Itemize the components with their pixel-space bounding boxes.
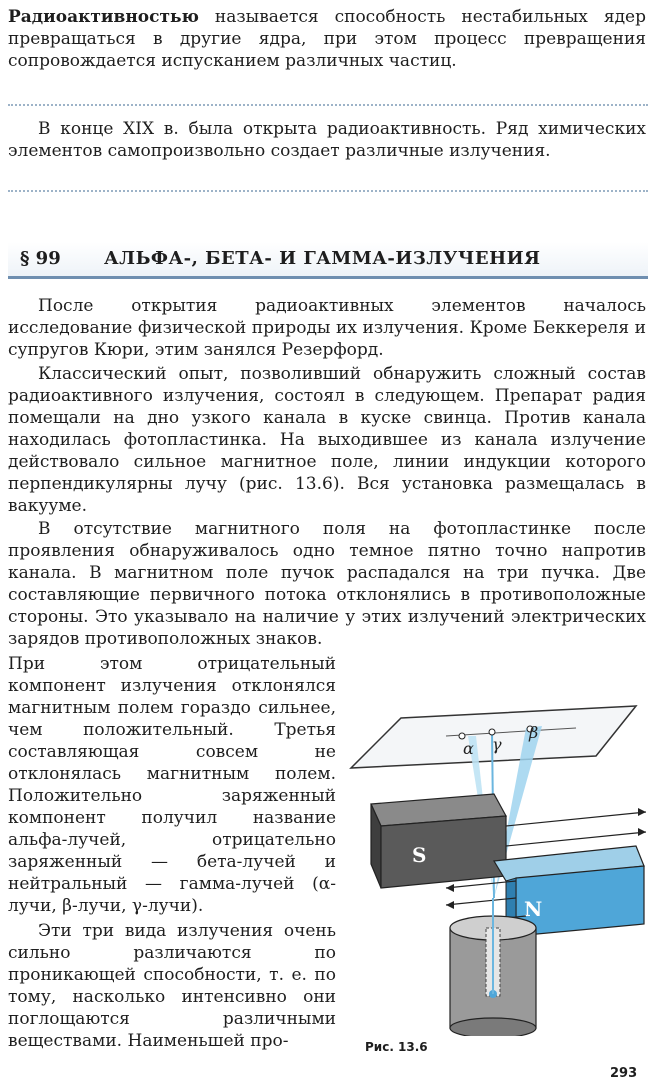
- definition-paragraph: [8, 6, 646, 72]
- paragraph-3: В отсутствие магнитного поля на фотопластинке после проявления обнаруживалось одно темное пятно точно напротив канала. В магнитном поле пучок распадался на три пучка. Две составляющие первичного потока отклонялись в противоположные стороны. Это указывало на наличие у этих излучений электрических зарядов противоположных знаков.: [8, 519, 646, 649]
- paragraph-4: Эти три вида излучения очень сильно различаются по проникающей способности, т. е. по тому, насколько интенсивно они поглощаются различными веществами. Наименьшей про-: [8, 921, 336, 1051]
- paragraph-2: Классический опыт, позволивший обнаружить сложный состав радиоактивного излучения, состоял в следующем. Препарат радия помещали на дно узкого канала в куске свинца. Против канала находилась фотопластинка. На выходившее из канала излучение действовало сильное магнитное поле, линии индукции которого перпендикулярны лучу (рис. 13.6). Вся установка размещалась в вакууме.: [8, 364, 646, 516]
- definition-term: Радиоактивностью: [8, 7, 199, 27]
- alpha-label: α: [463, 739, 474, 758]
- section-header: [0, 242, 655, 280]
- definition-text: называется способность нестабильных ядер превращаться в другие ядра, при этом процесс превращения сопровождается испусканием различных частиц.: [8, 7, 646, 71]
- summary-paragraph: В конце XIX в. была открыта радиоактивность. Ряд химических элементов самопроизвольно создает различные излучения.: [8, 119, 646, 161]
- section-title: АЛЬФА-, БЕТА- И ГАММА-ИЗЛУЧЕНИЯ: [104, 248, 541, 269]
- section-number: § 99: [20, 248, 61, 269]
- gamma-label: γ: [492, 735, 502, 754]
- page-number: 293: [610, 1066, 638, 1081]
- divider: [8, 190, 648, 192]
- figure-radiation-experiment: [346, 666, 651, 1036]
- paragraph-1: После открытия радиоактивных элементов началось исследование физической природы их излучения. Кроме Беккереля и супругов Кюри, этим занялся Резерфорд.: [8, 296, 646, 360]
- paragraph-3-continued: При этом отрицательный компонент излучения отклонялся магнитным полем гораздо сильнее, чем положительный. Третья составляющая совсем не отклонялась магнитным полем. Положительно заряженный компонент получил название альфа-лучей, отрицательно заряженный — бета-лучей и нейтральный — гамма-лучей (α-лучи, β-лучи, γ-лучи).: [8, 654, 336, 916]
- figure-caption: Рис. 13.6: [365, 1040, 428, 1054]
- s-label: S: [412, 843, 427, 867]
- beta-label: β: [529, 723, 539, 742]
- divider: [8, 104, 648, 106]
- n-label: N: [524, 897, 543, 921]
